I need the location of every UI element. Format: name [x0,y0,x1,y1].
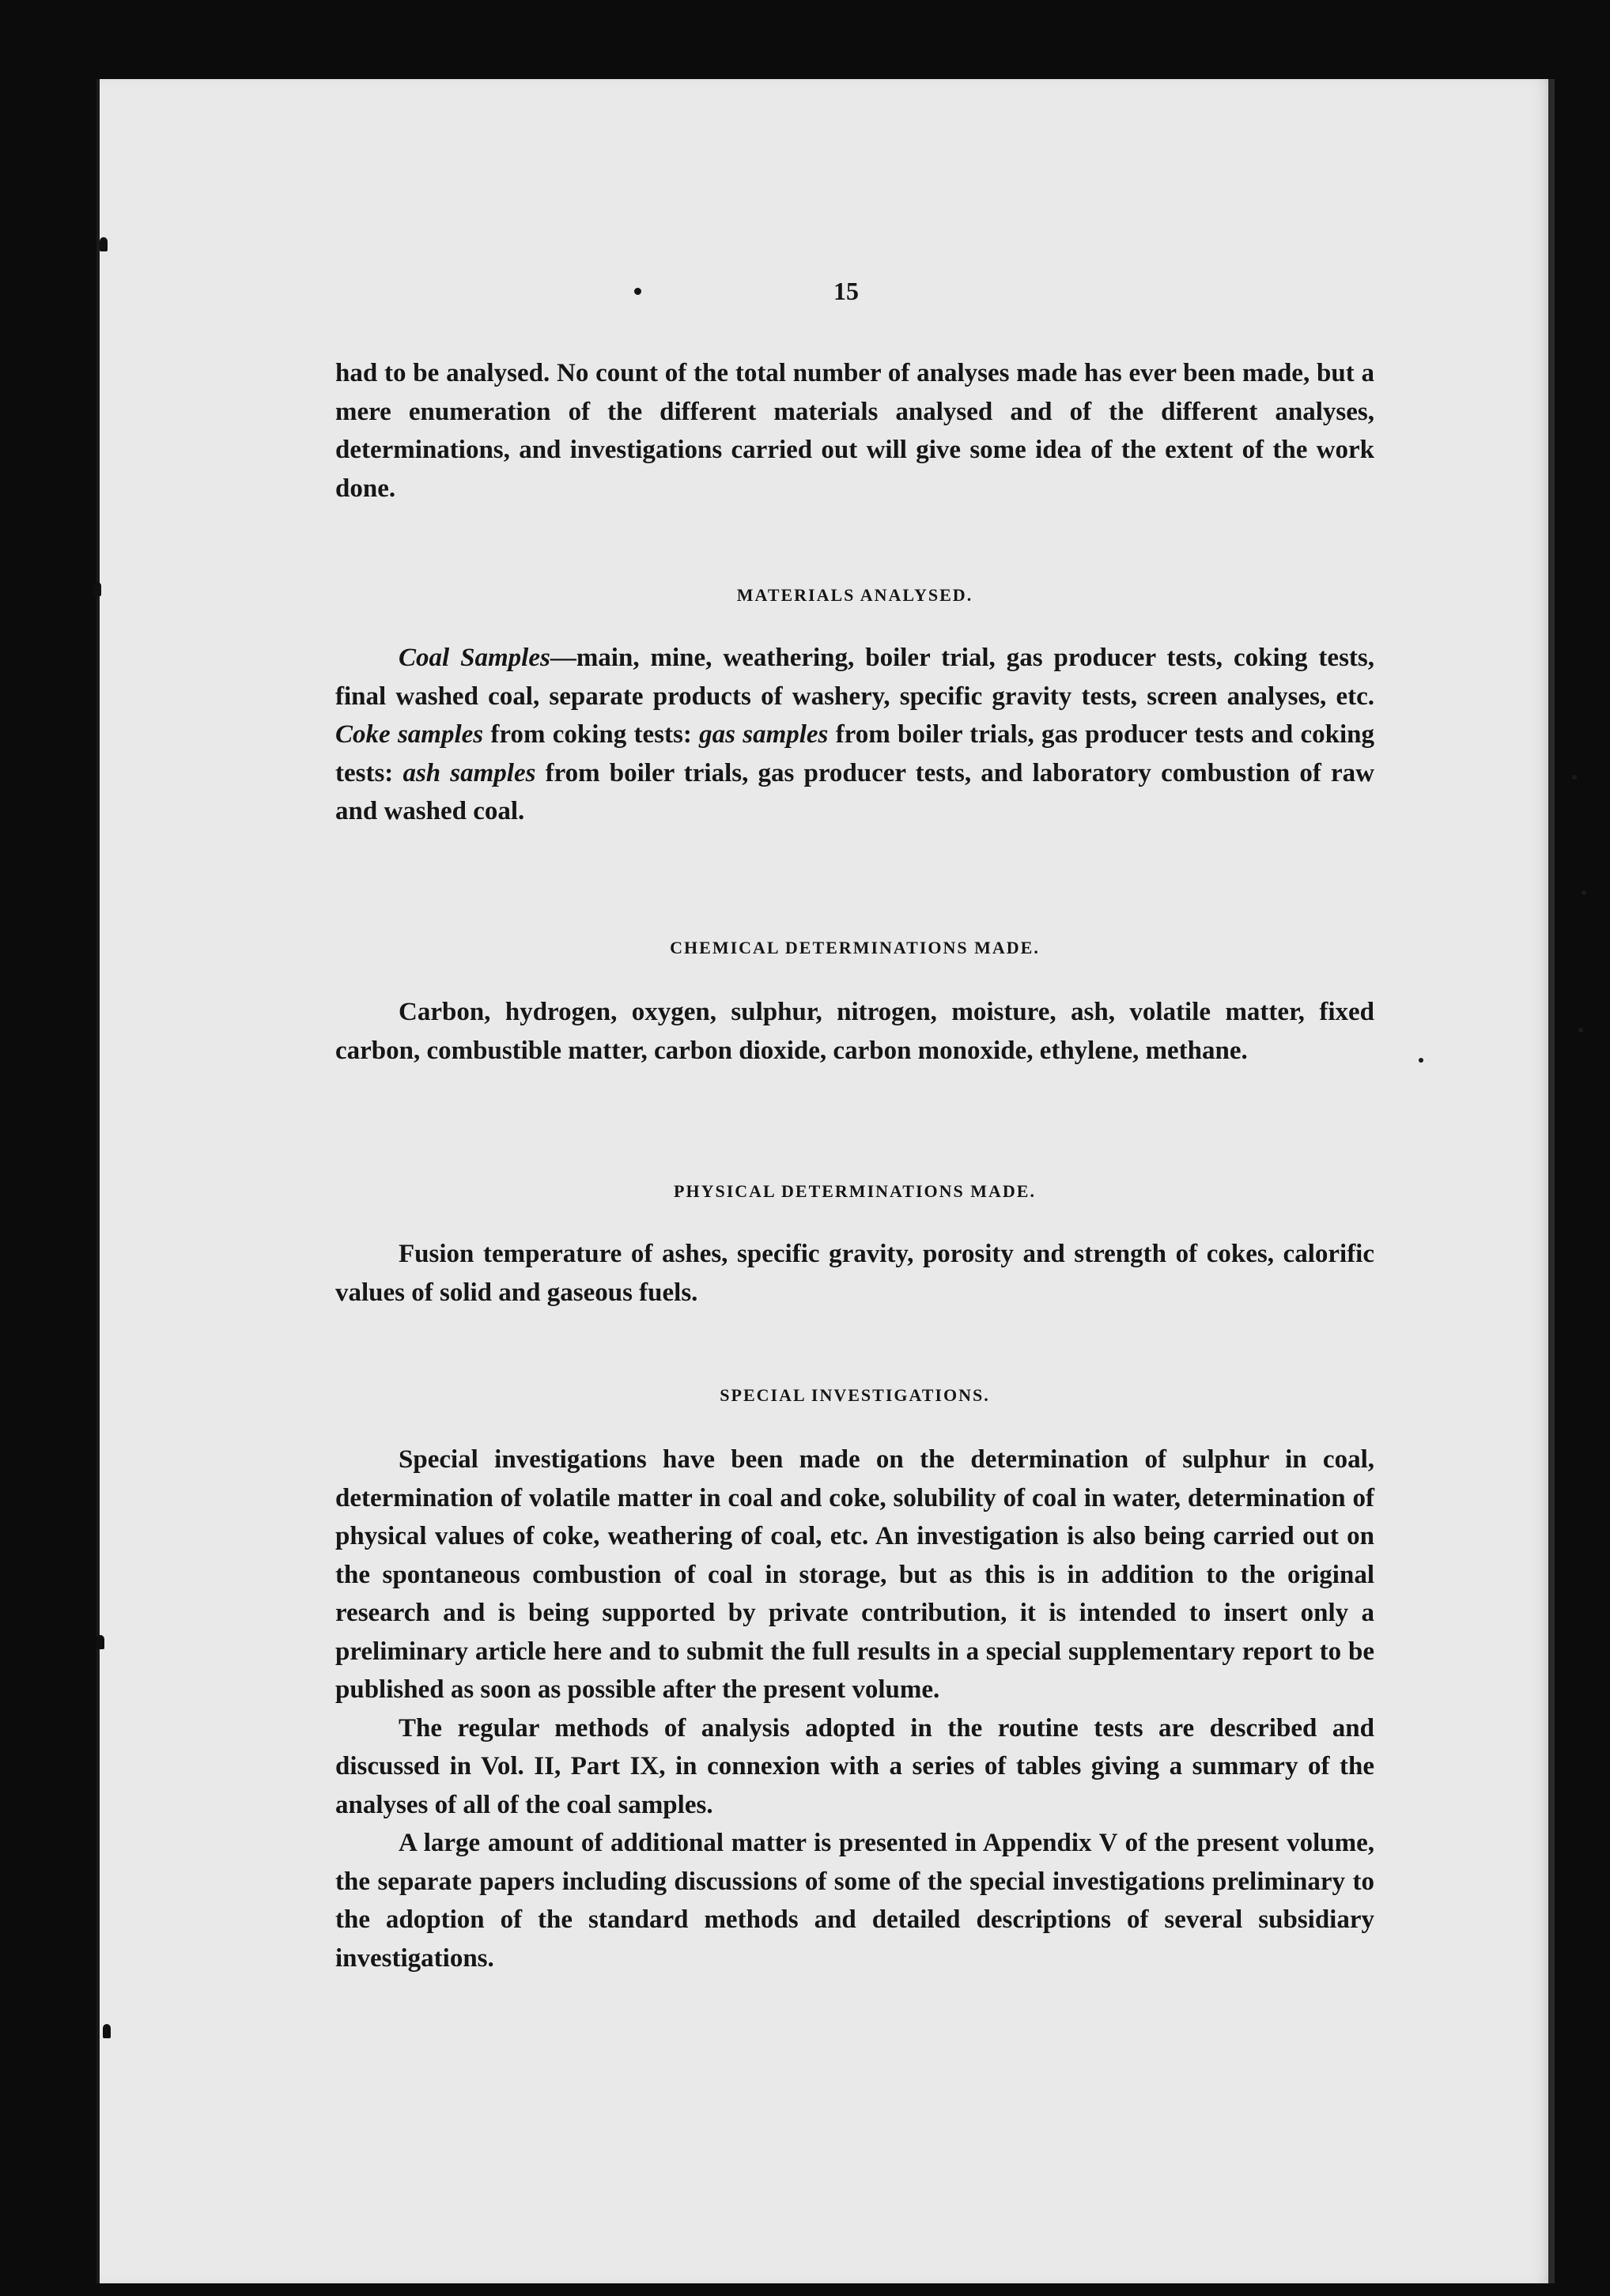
materials-block [335,639,1374,831]
physical-block [335,1235,1374,1312]
scan-speck [1419,1058,1423,1063]
page-number: 15 [833,277,859,305]
coal-samples-term: Coal Samples [399,644,550,672]
special-paragraph-2: The regular methods of analysis adopted in the routine tests are described and discussed in Vol. II, Part IX, in connexion with a series of tables giving a summary of the analyses of all of the coal samples. [335,1713,1374,1819]
binding-mark [96,1635,104,1649]
materials-text-4: from boiler trials, gas producer tests, and laboratory combustion of raw and washed coal. [335,758,1375,825]
special-block [335,1441,1374,1977]
binding-mark [93,582,101,596]
coke-samples-term: Coke samples [335,720,484,749]
special-paragraph-3: A large amount of additional matter is presented in Appendix V of the present volume, the separate papers including discussions of some of the special investigations preliminary to the adoption of the standard methods and detailed descriptions of several subsidiary investigations. [335,1829,1374,1973]
physical-heading: PHYSICAL DETERMINATIONS MADE. [674,1181,1036,1201]
chemical-block [335,993,1374,1070]
materials-paragraph [335,639,1374,831]
intro-paragraph: had to be analysed. No count of the total number of analyses made has ever been made, but a mere enumeration of the different materials analysed and of the different analyses, determinations, and investigations carried out will give some idea of the extent of the work done. [335,359,1374,503]
materials-text-3: from boiler trials, gas producer tests and coking tests: [335,720,1374,787]
materials-heading: MATERIALS ANALYSED. [736,585,973,605]
page-edge [1548,79,1555,2283]
physical-paragraph: Fusion temperature of ashes, specific gravity, porosity and strength of cokes, calorific values of solid and gaseous fuels. [335,1240,1374,1307]
gas-samples-term: gas samples [699,720,829,749]
chemical-heading: CHEMICAL DETERMINATIONS MADE. [670,938,1040,957]
special-paragraph-1: Special investigations have been made on the determination of sulphur in coal, determination of volatile matter in coal and coke, solubility of coal in water, determination of physical values of coke, weathering of coal, etc. An investigation is also being carried out on the spontaneous combustion of coal in storage, but as this is in addition to the original research and is being supported by private contribution, it is intended to insert only a preliminary article here and to submit the full results in a special supplementary report to be published as soon as possible after the present volume. [335,1445,1374,1704]
scan-speck [1582,890,1586,895]
scan-speck [1578,1028,1583,1033]
materials-text-2: from coking tests: [483,720,700,749]
chemical-paragraph: Carbon, hydrogen, oxygen, sulphur, nitrogen, moisture, ash, volatile matter, fixed carbon, combustible matter, carbon dioxide, carbon monoxide, ethylene, methane. [335,998,1374,1065]
special-heading: SPECIAL INVESTIGATIONS. [720,1385,990,1405]
ash-samples-term: ash samples [402,758,536,787]
scan-speck [1572,775,1577,780]
binding-mark [103,2024,111,2038]
binding-mark [100,237,108,251]
materials-text-1: —main, mine, weathering, boiler trial, gas producer tests, coking tests, final washed coal, separate products of washery, specific gravity tests, screen analyses, etc. [335,644,1374,711]
intro-paragraph-block [335,354,1374,508]
printer-dot [634,288,641,295]
